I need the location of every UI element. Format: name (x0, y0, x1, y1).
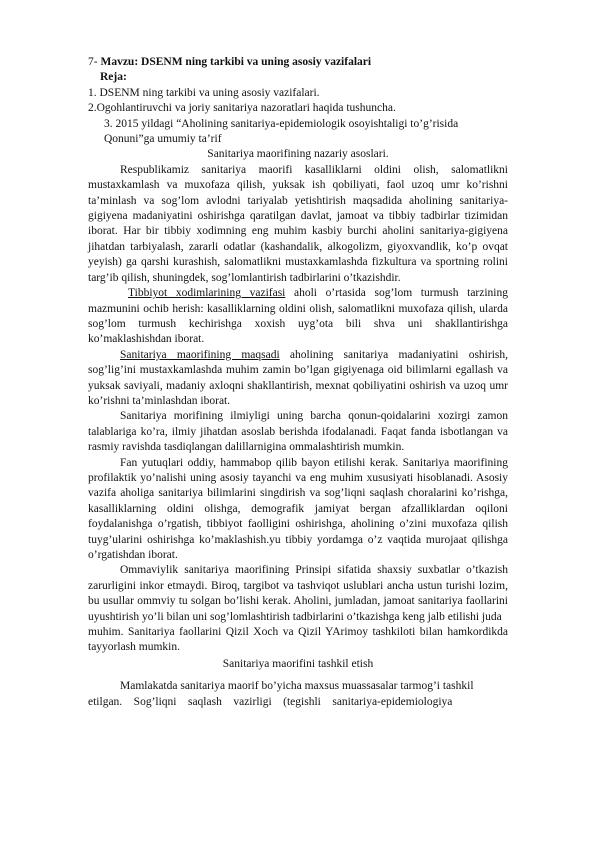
paragraph-scientific: Sanitariya morifining ilmiyligi uning barcha qonun-qoidalarini xozirgi zamon talablariga ko’ra, ilmiy jihatdan asoslab berishda ifodalanadi. Faqat fanda isbotlangan va rasmiy ravishda tasdiqlangan dalillarnigina ommalashtirish mumkin. (88, 410, 508, 454)
plan-item-2: 2.Ogohlantiruvchi va joriy sanitariya nazoratlari haqida tushuncha. (88, 102, 396, 115)
paragraph-organization-line-1: Mamlakatda sanitariya maorif bo’yicha maxsus muassasalar tarmog’i tashkil (120, 680, 474, 693)
plan-item-1: 1. DSENM ning tarkibi va uning asosiy vazifalari. (88, 86, 320, 99)
topic-title-line (88, 55, 508, 70)
paragraph-achievements: Fan yutuqlari oddiy, hammabop qilib bayon etilishi kerak. Sanitariya maorifining profilaktik yo’nalishi uning asosiy tayanchi va eng muhim xususiyati hisoblanadi. Asosiy vazifa aholiga sanitariya bilimlarini singdirish va sog’liqni saqlash choralarini ko’rishga, kasalliklarning oldini olishga, demografik jamiyat bergan afzalliklardan oqiloni foydalanishga o’rgatish, tibbiyot faolligini oshirishga, aholining o’zini muxofaza qilish tuyg’ularini oshirishga ko’maklashish.yu tibbiy yordamga o’z vaqtida murojaat qilishga o’rgatishdan iborat. (88, 456, 508, 561)
paragraph-mass-character-tail: muhim. Sanitariya faollarini Qizil Xoch va Qizil YArimoy tashkiloti bilan hamkordikda tayyorlash mumkin. (88, 626, 508, 654)
staff-task-text: aholi o’rtasida sog’lom turmush tarzining mazmunini ochib herish: kasalliklarning oldini olish, salomatlikni muxofaza qilish, ularda sog’lom turmush kechirishga xoxish uyg’ota bili shva uni shakllantirishga ko’maklashishdan iborat. (88, 287, 508, 346)
paragraph-staff-task (88, 286, 508, 348)
paragraph-mass-character: Ommaviylik sanitariya maorifining Prinsipi sifatida shaxsiy suxbatlar o’tkazish zarurligini inkor etmaydi. Biroq, targibot va tashviqot uslublari ancha ustun turishi lozim, bu usullar ommviy tu solgan bo’lishi kerak. Aholini, jumladan, jamoat sanitariya faollarini uyushtirish yo’li bilan uni sog’lomlashtirish tadbirlarini o’tkazishga keng jalb etilishi juda (88, 564, 508, 623)
plan-label: Reja: (100, 71, 127, 84)
spacer (88, 672, 508, 679)
plan-item-3-line-1: 3. 2015 yildagi “Aholining sanitariya-epidemiologik osoyishtaligi to’g’risida (104, 117, 459, 130)
paragraph-intro: Respublikamiz sanitariya maorifi kasalliklarni oldini olish, salomatlikni mustaxkamlash va muxofaza qilish, yuksak ish qobiliyati, faol uzoq umr ko’rishni ta’minlash va sog’lom avlodni tariyalab yetishtirish maqsadida aholining sanitariya-gigiyena madaniyatini oshirishga qaratilgan davlat, jamoat va tibbiy tadbirlar tizimidan iborat. Har bir tibbiy xodimning eng muhim kasbiy burchi aholini sanitariya-gigiyena jihatdan tarbiyalash, zararli odatlar (kashandalik, alkogolizm, giyoxvandlik, ko’p ovqat yeyish) ga qarshi kurashish, salomatlikni mustaxkamlashda fizkultura va sportning rolini targ’ib qilish, shuningdek, sog’lomlantirish tadbirlarini o’tkazishdir. (88, 163, 508, 284)
goal-term: Sanitariya maorifining maqsadi (120, 348, 280, 361)
goal-text: aholining sanitariya madaniyatini oshirish, sog’lig’ini mustaxkamlashda muhim zamin bo’lgan gigiyenaga oid bilimlarni egallash va yuksak saviyali, madaniy axloqni shakllantirish, mexnat qobiliyatini oshirish va uzoq umr ko’rishni ta’minlashdan iborat. (88, 348, 508, 407)
paragraph-goal (88, 348, 508, 410)
plan-item-3-line-2: Qonuni”ga umumiy ta’rif (104, 133, 222, 146)
section-heading-organization: Sanitariya maorifini tashkil etish (222, 657, 374, 670)
topic-title: Mavzu: DSENM ning tarkibi va uning asosiy vazifalari (100, 56, 372, 68)
paragraph-organization-line-2: etilgan. Sog’liqni saqlash vazirligi (tegishli sanitariya-epidemiologiya (88, 695, 453, 708)
topic-number: 7- (88, 56, 98, 68)
staff-task-term: Tibbiyot xodimlarining vazifasi (128, 287, 286, 300)
document-page (88, 55, 508, 710)
section-heading-theory: Sanitariya maorifining nazariy asoslari. (207, 148, 389, 161)
